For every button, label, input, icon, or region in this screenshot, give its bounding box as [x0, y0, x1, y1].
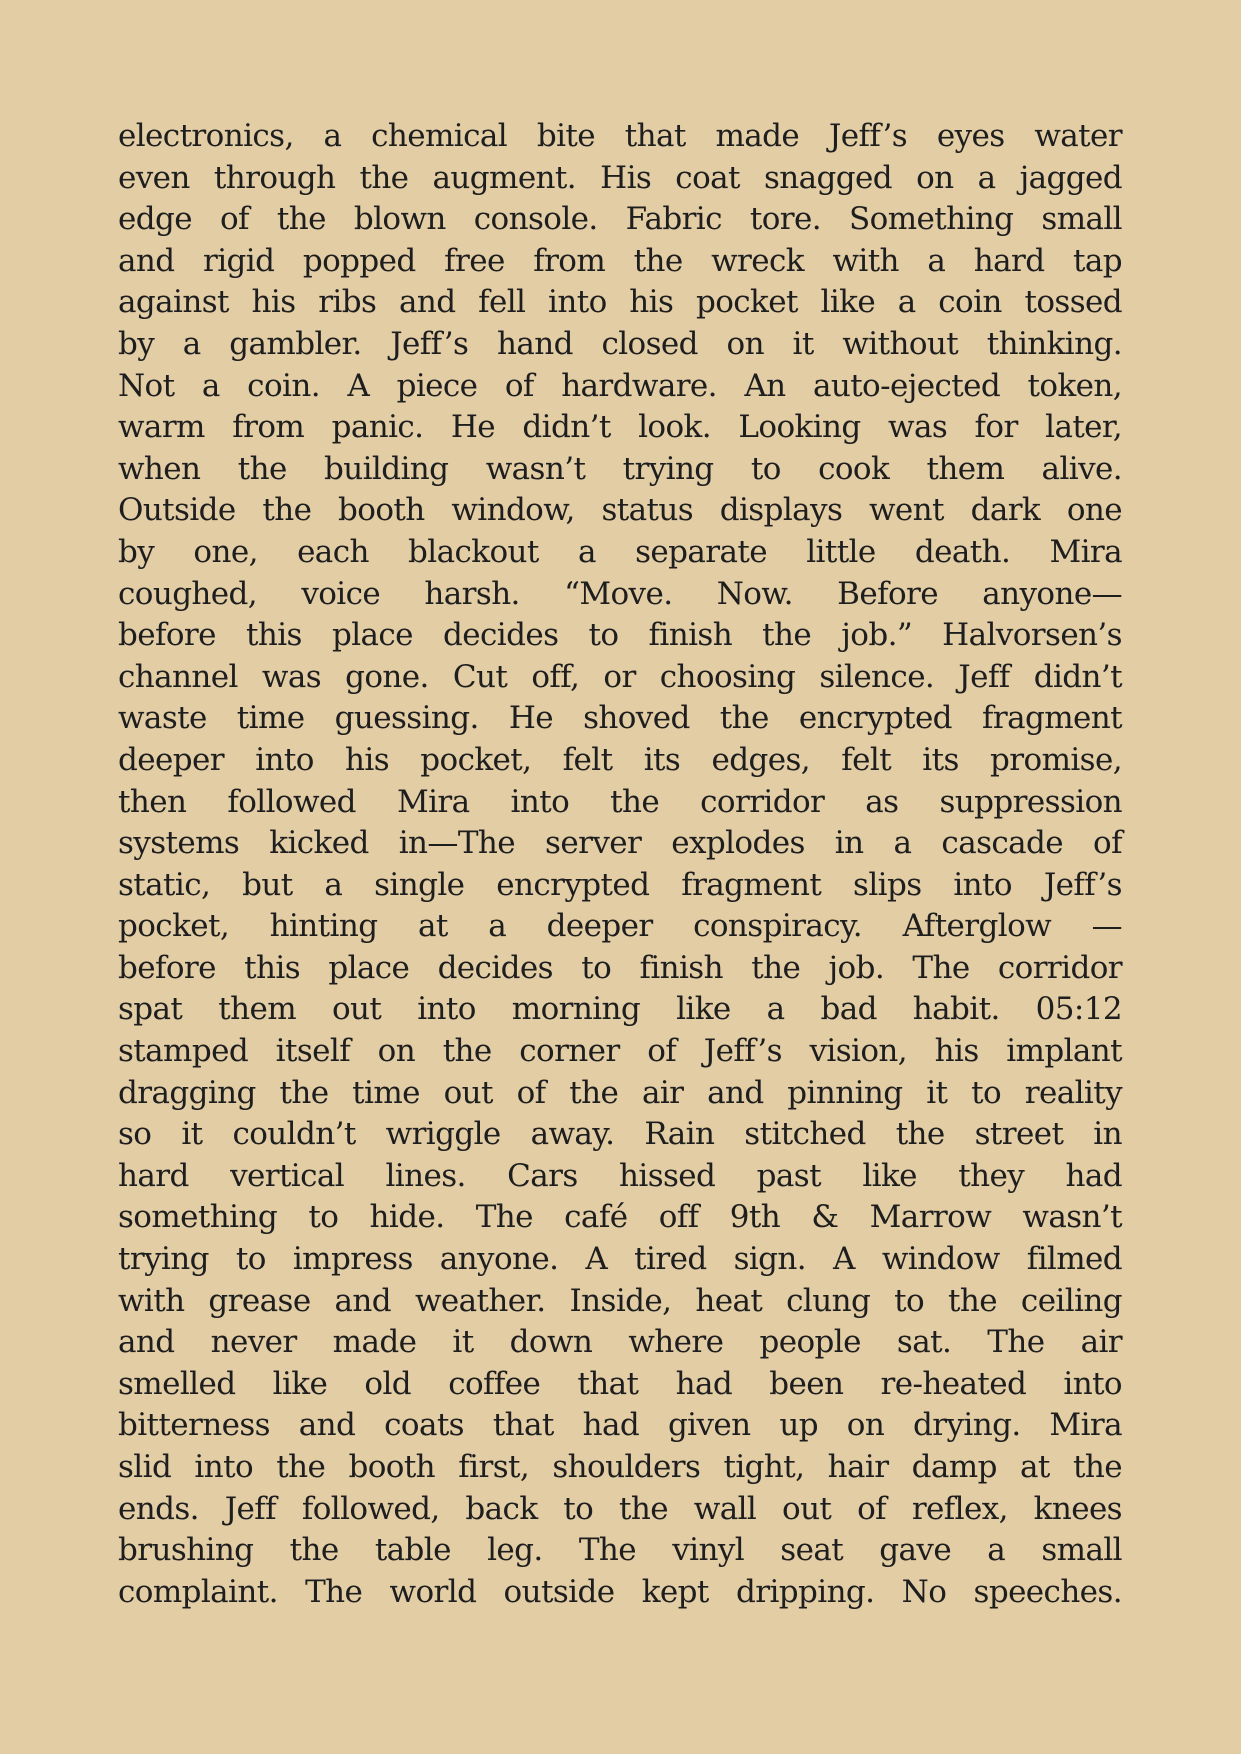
text-line: bitterness and coats that had given up on drying. Mira — [118, 1407, 1122, 1444]
text-line: waste time guessing. He shoved the encrypted fragment — [118, 700, 1122, 737]
text-line: spat them out into morning like a bad habit. 05:12 — [118, 991, 1122, 1028]
text-line: even through the augment. His coat snagged on a jagged — [118, 159, 1122, 196]
text-line: brushing the table leg. The vinyl seat gave a small — [118, 1532, 1122, 1569]
text-line: and never made it down where people sat. The air — [118, 1324, 1122, 1361]
text-line: channel was gone. Cut off, or choosing silence. Jeff didn’t — [118, 658, 1122, 695]
text-line: ends. Jeff followed, back to the wall out of reflex, knees — [118, 1490, 1122, 1527]
text-line: then followed Mira into the corridor as suppression — [118, 783, 1122, 820]
text-line: when the building wasn’t trying to cook them alive. — [118, 450, 1122, 487]
text-line: static, but a single encrypted fragment slips into Jeff’s — [118, 866, 1122, 903]
text-line: systems kicked in—The server explodes in a cascade of — [118, 825, 1122, 862]
text-line: deeper into his pocket, felt its edges, felt its promise, — [118, 741, 1122, 778]
text-line: pocket, hinting at a deeper conspiracy. Afterglow — — [118, 908, 1122, 945]
text-line: complaint. The world outside kept dripping. No speeches. — [118, 1573, 1122, 1610]
text-line: before this place decides to finish the job.” Halvorsen’s — [118, 617, 1122, 654]
text-line: and rigid popped free from the wreck with a hard tap — [118, 242, 1122, 279]
text-line: with grease and weather. Inside, heat clung to the ceiling — [118, 1282, 1122, 1319]
text-line: by a gambler. Jeff’s hand closed on it without thinking. — [118, 325, 1122, 362]
text-line: against his ribs and fell into his pocket like a coin tossed — [118, 284, 1122, 321]
text-line: by one, each blackout a separate little death. Mira — [118, 533, 1122, 570]
text-line: slid into the booth first, shoulders tight, hair damp at the — [118, 1449, 1122, 1485]
text-line: hard vertical lines. Cars hissed past like they had — [118, 1157, 1122, 1194]
text-line: warm from panic. He didn’t look. Looking was for later, — [118, 409, 1122, 446]
text-line: dragging the time out of the air and pinning it to reality — [118, 1074, 1122, 1111]
text-line: Not a coin. A piece of hardware. An auto-ejected token, — [118, 367, 1122, 404]
text-line: trying to impress anyone. A tired sign. A window filmed — [118, 1241, 1122, 1278]
text-line: before this place decides to finish the job. The corridor — [118, 949, 1122, 986]
text-line: smelled like old coffee that had been re-heated into — [118, 1365, 1122, 1402]
text-line: so it couldn’t wriggle away. Rain stitched the street in — [118, 1116, 1122, 1153]
text-line: something to hide. The café off 9th & Marrow wasn’t — [118, 1199, 1122, 1236]
text-line: electronics, a chemical bite that made Jeff’s eyes water — [118, 118, 1122, 154]
text-line: stamped itself on the corner of Jeff’s vision, his implant — [118, 1033, 1122, 1070]
body-text-paragraph — [118, 116, 1122, 1613]
text-line: edge of the blown console. Fabric tore. Something small — [118, 201, 1122, 238]
text-line: Outside the booth window, status displays went dark one — [118, 492, 1122, 529]
text-line: coughed, voice harsh. “Move. Now. Before anyone— — [118, 575, 1122, 612]
